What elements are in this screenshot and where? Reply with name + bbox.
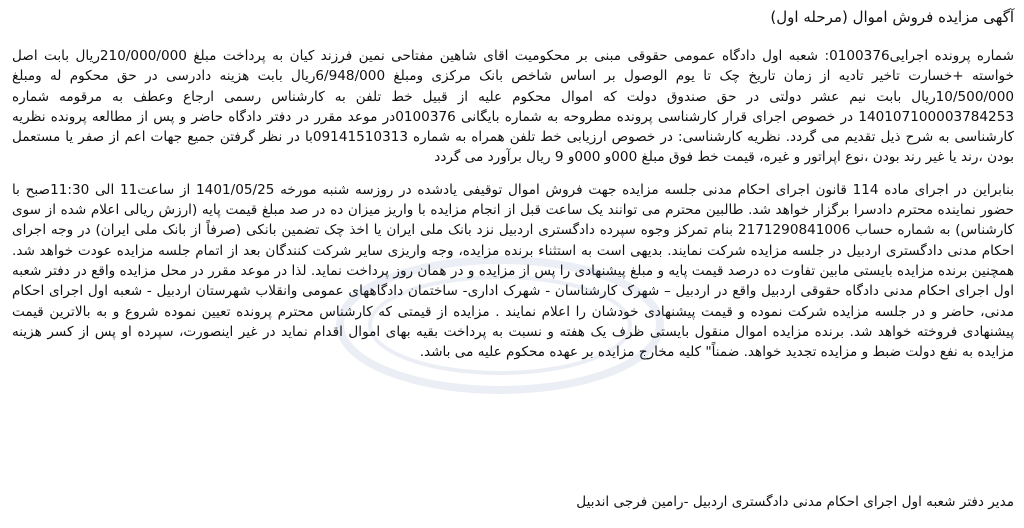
paragraph-case-details: شماره پرونده اجرایی0100376: شعبه اول دادگاه عمومی حقوقی مبنی بر محکومیت اقای شاهین مفتاحی نمین فرزند کیان به پرداخت مبلغ 210/000/000ریال بابت اصل خواسته +خسارت تاخیر تادیه از زمان تاریخ چک تا یوم الوصول بر اساس شاخص بانک مرکزی ومبلغ 6/948/000ریال بابت هزینه دادرسی در حق محکوم له ومبلغ 10/500/000ریال بابت نیم عشر دولتی در حق صندوق دولت که اموال محکوم علیه از قبیل خط تلفن به کارشناس رسمی ارجاع وعطف به مرقومه شماره 140107100003784253 در خصوص اجرای قرار کارشناسی پرونده مطروحه به شماره بایگانی 0100376در موعد مقرر در دفتر دادگاه حاضر و پس از مطالعه پرونده نظریه کارشناسی به شرح ذیل تقدیم می گردد. نظریه کارشناسی: در خصوص ارزیابی خط تلفن همراه به شماره 09141510313با در نظر گرفتن جمیع جهات اعم از صفر یا مستعمل بودن ،رند یا غیر رند بودن ،نوع اپراتور و غیره، قیمت خط فوق مبلغ 000و 000و 9 ریال برآورد می گردد xyxy=(12,48,1015,166)
paragraph-auction-terms: بنابراین در اجرای ماده 114 قانون اجرای احکام مدنی جلسه مزایده جهت فروش اموال توقیفی یادشده در روزسه شنبه مورخه 1401/05/25 از ساعت11 الی 11:30صبح با حضور نماینده محترم دادسرا برگزار خواهد شد. طالبین محترم می توانند یک ساعت قبل از انجام مزایده با واریز میزان ده در صد مبلغ قیمت پایه (ارزش ریالی اعلام شده از سوی کارشناس) به شماره حساب 2171290841006 بنام تمرکز وجوه سپرده دادگستری اردبیل نزد بانک ملی ایران یا اخذ چک تضمین بانکی (صرفاً از بانک ملی ایران) در وجه اجرای احکام مدنی دادگستری اردبیل در جلسه مزایده شرکت نمایند. بدیهی است به استثناء برنده مزایده، وجه واریزی سایر شرکت کنندگان بعد از اتمام جلسه مزایده عودت خواهد شد. همچنین برنده مزایده بایستی مابین تفاوت ده درصد قیمت پایه و مبلغ پیشنهادی را پس از مزایده و در همان روز پرداخت نماید. لذا در موعد مقرر در محل مزایده واقع در دفتر شعبه اول اجرای احکام مدنی دادگاه حقوقی اردبیل واقع در اردبیل – شهرک کارشناسان - شهرک اداری- ساختمان دادگاههای عمومی وانقلاب شهرستان اردبیل - شعبه اول اجرای احکام مدنی، حاضر و در جلسه مزایده شرکت نموده و قیمت پیشنهادی خودشان را اعلام نمایند . مزایده از قیمتی که کارشناس محترم پرونده تعیین نموده شروع و به بالاترین قیمت پیشنهادی فروخته خواهد شد. برنده مزایده اموال منقول بایستی ظرف یک هفته و نسبت به پرداخت بقیه بهای اموال اقدام نماید در غیر اینصورت، سپرده او پس از کسر هزینه مزایده به نفع دولت ضبط و مزایده تجدید خواهد. ضمناً" کلیه مخارج مزایده بر عهده محکوم علیه می باشد. xyxy=(12,181,1014,361)
notice-title: آگهی مزایده فروش اموال (مرحله اول) xyxy=(770,8,1014,26)
signature-line: مدیر دفتر شعبه اول اجرای احکام مدنی دادگستری اردبیل -رامین فرجی اندبیل xyxy=(576,494,1014,510)
